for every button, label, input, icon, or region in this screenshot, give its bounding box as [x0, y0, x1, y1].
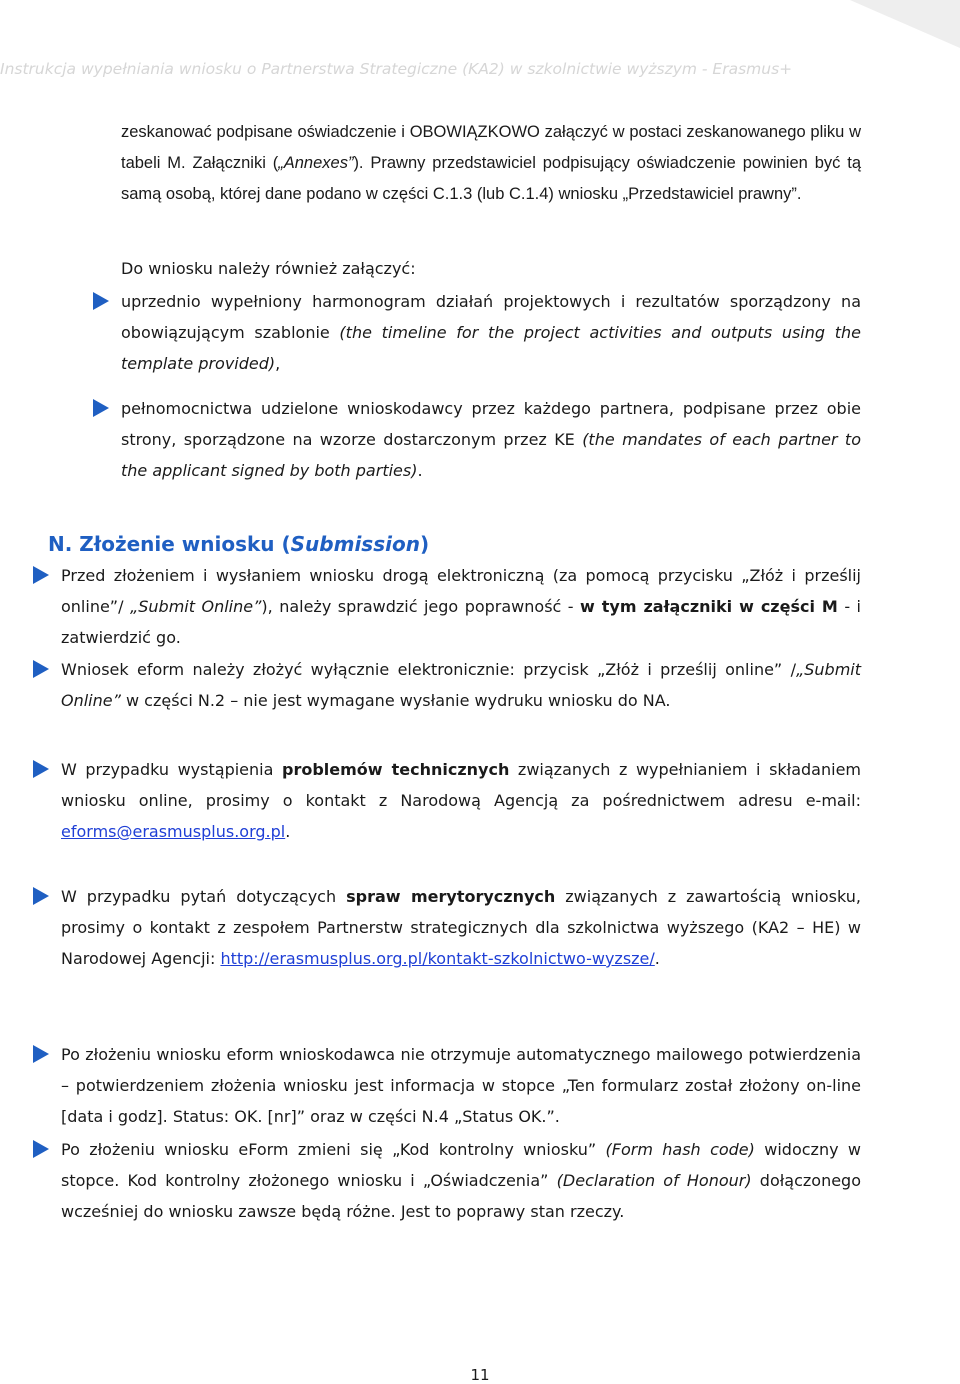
bullet-arrow-icon — [93, 399, 109, 417]
page-number: 11 — [470, 1366, 490, 1384]
bullet-arrow-icon — [33, 660, 49, 678]
attachments-intro: Do wniosku należy również załączyć: — [121, 259, 416, 278]
attachment-item-timeline: uprzednio wypełniony harmonogram działań projektowych i rezultatów sporządzony na obowiązującym szablonie (the timeline for the project activities and outputs using the template provided), — [121, 292, 861, 373]
bullet-arrow-icon — [93, 292, 109, 310]
bullet-arrow-icon — [33, 1140, 49, 1158]
intro-paragraph: zeskanować podpisane oświadczenie i OBOWIĄZKOWO załączyć w postaci zeskanowanego pliku w tabeli M. Załączniki („Annexes”). Prawny przedstawiciel podpisujący oświadczenie powinien być tą samą osobą, której dane podano w części C.1.3 (lub C.1.4) wniosku „Przedstawiciel prawny”. — [121, 123, 861, 203]
substantive-questions-paragraph: W przypadku pytań dotyczących spraw merytorycznych związanych z zawartością wniosku, prosimy o kontakt z zespołem Partnerstw strategicznych dla szkolnictwa wyższego (KA2 – HE) w Narodowej Agencji: http://erasmusplus.org.pl/kontakt-szkolnictwo-wyzsze/. — [61, 887, 861, 968]
eform-submission-paragraph: Wniosek eform należy złożyć wyłącznie elektronicznie: przycisk „Złóż i prześlij online” /„Submit Online” w części N.2 – nie jest wymagane wysłanie wydruku wniosku do NA. — [61, 660, 861, 710]
bullet-arrow-icon — [33, 760, 49, 778]
confirmation-paragraph: Po złożeniu wniosku eform wnioskodawca nie otrzymuje automatycznego mailowego potwierdzenia – potwierdzeniem złożenia wniosku jest informacja w stopce „Ten formularz został złożony on-line [data i godz]. Status: OK. [nr]” oraz w części N.4 „Status OK.”. — [61, 1045, 861, 1126]
bullet-arrow-icon — [33, 1045, 49, 1063]
technical-problems-paragraph: W przypadku wystąpienia problemów technicznych związanych z wypełnianiem i składaniem wniosku online, prosimy o kontakt z Narodową Agencją za pośrednictwem adresu e-mail: eforms@erasmusplus.org.pl. — [61, 760, 861, 841]
bullet-arrow-icon — [33, 566, 49, 584]
running-header: Instrukcja wypełniania wniosku o Partnerstwa Strategiczne (KA2) w szkolnictwie wyższym - Erasmus+ — [0, 60, 793, 78]
bullet-arrow-icon — [33, 887, 49, 905]
hash-code-paragraph: Po złożeniu wniosku eForm zmieni się „Kod kontrolny wniosku” (Form hash code) widoczny w stopce. Kod kontrolny złożonego wniosku i „Oświadczenia” (Declaration of Honour) dołączonego wcześniej do wniosku zawsze będą różne. Jest to poprawy stan rzeczy. — [61, 1140, 862, 1221]
contact-url-link[interactable]: http://erasmusplus.org.pl/kontakt-szkolnictwo-wyzsze/ — [220, 949, 655, 968]
submission-check-paragraph: Przed złożeniem i wysłaniem wniosku drogą elektroniczną (za pomocą przycisku „Złóż i prześlij online”/ „Submit Online”), należy sprawdzić jego poprawność - w tym załączniki w części M - i zatwierdzić go. — [61, 566, 862, 647]
email-link[interactable]: eforms@erasmusplus.org.pl — [61, 822, 286, 841]
attachment-item-mandates: pełnomocnictwa udzielone wnioskodawcy przez każdego partnera, podpisane przez obie strony, sporządzone na wzorze dostarczonym przez KE (the mandates of each partner to the applicant signed by both parties). — [121, 399, 861, 480]
section-heading-n: N. Złożenie wniosku (Submission) — [48, 532, 430, 556]
corner-decoration — [850, 0, 960, 48]
